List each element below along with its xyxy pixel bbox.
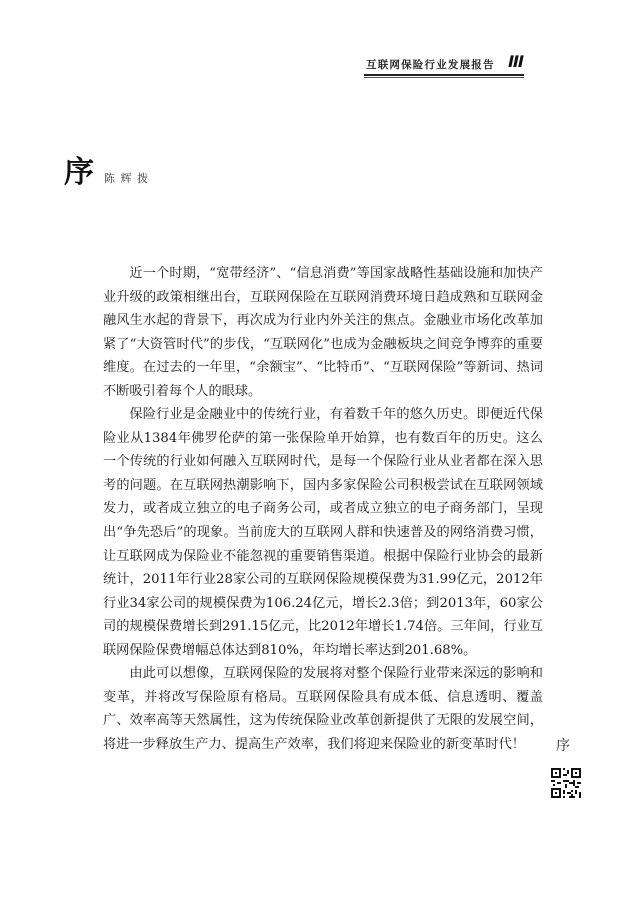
running-header: [0, 0, 643, 80]
body-text: [103, 262, 543, 756]
author-name: 陈 辉 拨: [104, 172, 149, 185]
qr-code-icon: [551, 768, 581, 798]
header-rule-thin: [364, 77, 524, 78]
header-rule: [364, 74, 524, 76]
paragraph: 近一个时期，“宽带经济”、“信息消费”等国家战略性基础设施和加快产业升级的政策相继出台，互联网保险在互联网消费环境日趋成熟和互联网金融风生水起的背景下，再次成为行业内外关注的焦点。金融业市场化改革加紧了“大资管时代”的步伐，“互联网化”也成为金融板块之间竞争博弈的重要维度。在过去的一年里，“余额宝”、“比特币”、“互联网保险”等新词、热词不断吸引着每个人的眼球。: [103, 266, 543, 399]
paragraph: 保险行业是金融业中的传统行业，有着数千年的悠久历史。即便近代保险业从1384年佛罗伦萨的第一张保险单开始算，也有数百年的历史。这么一个传统的行业如何融入互联网时代，是每一个保险行业从业者都在深入思考的问题。在互联网热潮影响下，国内多家保险公司积极尝试在互联网领域发力，或者成立独立的电子商务公司，或者成立独立的电子商务部门，呈现出“争先恐后”的现象。当前庞大的互联网人群和快速普及的网络消费习惯，让互联网成为保险业不能忽视的重要销售渠道。根据中保险行业协会的最新统计，2011年行业28家公司的互联网保险规模保费为31.99亿元，2012年行业34家公司的规模保费为106.24亿元，增长2.3倍；到2013年，60家公司的规模保费增长到291.15亿元，比2012年增长1.74倍。三年间，行业互联网保险保费增幅总体达到810%，年均增长率达到201.68%。: [103, 407, 543, 658]
section-heading: [64, 155, 149, 190]
side-section-label: 序: [556, 738, 570, 754]
running-title: 互联网保险行业发展报告: [366, 59, 495, 71]
header-mark: III: [505, 52, 525, 71]
section-title: 序: [64, 155, 94, 190]
paragraph: 由此可以想像，互联网保险的发展将对整个保险行业带来深远的影响和变革，并将改写保险原有格局。互联网保险具有成本低、信息透明、覆盖广、效率高等天然属性，这为传统保险业改革创新提供了无限的发展空间，将进一步释放生产力、提高生产效率，我们将迎来保险业的新变革时代！: [103, 666, 543, 752]
